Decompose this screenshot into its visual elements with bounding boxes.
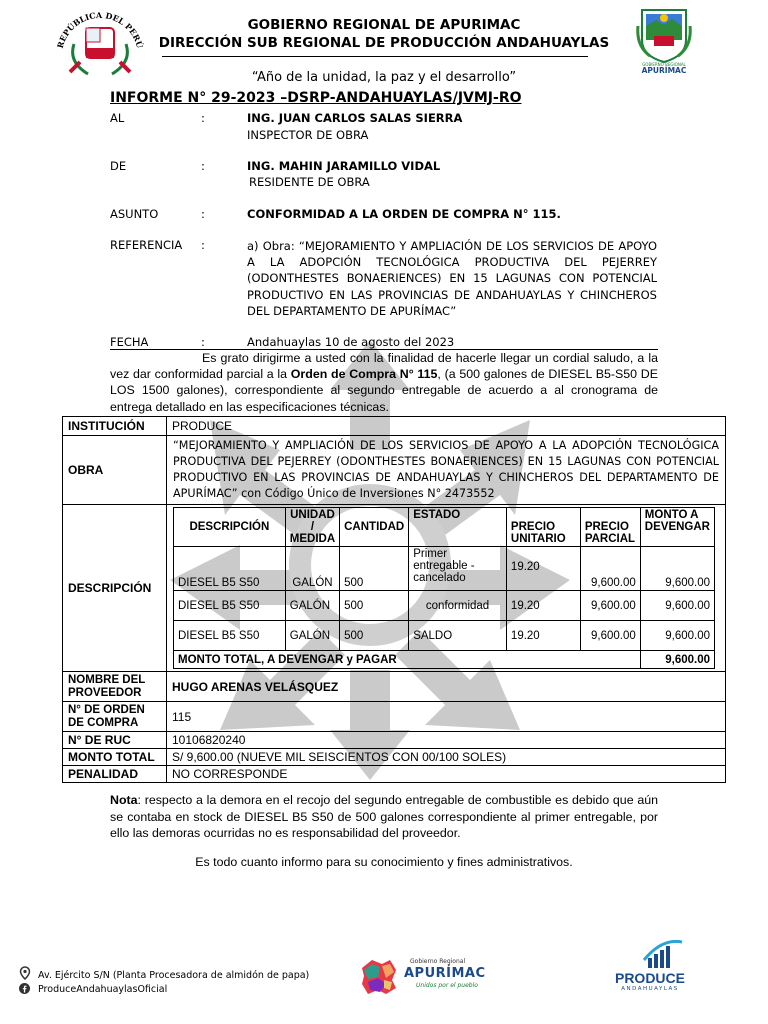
asunto-label: ASUNTO [110,207,159,221]
item-monto: 9,600.00 [640,591,714,621]
ruc-value: 10106820240 [167,732,726,749]
al-label: AL [110,111,125,125]
proveedor-value: HUGO ARENAS VELÁSQUEZ [167,672,726,702]
total-value: 9,600.00 [640,651,714,669]
item-precio-unitario: 19.20 [506,621,580,651]
summary-table [62,416,726,783]
penalidad-label: PENALIDAD [63,766,167,783]
header-rule [162,56,588,57]
item-cantidad: 500 [340,621,409,651]
col-descripcion: DESCRIPCIÓN [174,508,286,547]
header-line-1: GOBIERNO REGIONAL DE APURIMAC [247,17,521,33]
col-unidad: UNIDAD / MEDIDA [285,508,339,547]
al-colon: : [201,111,205,125]
body-order-ref: Orden de Compra N° 115 [290,367,438,382]
fecha-label: FECHA [110,335,149,349]
total-label: MONTO TOTAL, A DEVENGAR y PAGAR [174,651,641,669]
body-paragraph-text: Es grato dirigirme a usted con la finalidad de hacerle llegar un cordial saludo, a la vez dar conformidad parcial a la [110,351,658,382]
item-unidad: GALÓN [285,547,339,591]
col-monto-devengar: MONTO A DEVENGAR [640,508,714,547]
proveedor-label: NOMBRE DEL PROVEEDOR [63,672,167,702]
item-unidad: GALÓN [285,621,339,651]
descripcion-label: DESCRIPCIÓN [63,505,167,672]
location-pin-icon [19,966,31,980]
motto: “Año de la unidad, la paz y el desarrollo” [251,70,517,85]
svg-text:REPÚBLICA DEL PERÚ: REPÚBLICA DEL PERÚ [54,9,146,50]
col-cantidad: CANTIDAD [340,508,409,547]
footer-produce-sub: ANDAHUAYLAS [621,986,679,992]
item-precio-unitario: 19.20 [506,591,580,621]
monto-value: S/ 9,600.00 (NUEVE MIL SEISCIENTOS CON 00/100 SOLES) [167,749,726,766]
produce-logo-mark [640,940,684,970]
nota-paragraph [110,792,658,842]
col-precio-parcial: PRECIO PARCIAL [580,508,640,547]
table-row [174,621,715,651]
institucion-value: PRODUCE [167,417,726,436]
fecha-text: Andahuaylas 10 de agosto del 2023 [247,335,455,349]
orden-label: N° DE ORDEN DE COMPRA [63,702,167,732]
body-paragraph [110,350,658,415]
institucion-label: INSTITUCIÓN [63,417,167,436]
footer-gr-big: APURÍMAC [404,966,486,981]
item-descripcion: DIESEL B5 S50 [174,621,286,651]
table-row [174,591,715,621]
items-table [173,507,715,669]
footer-produce: PRODUCE [614,970,685,986]
apurimac-map-logo [354,954,400,998]
item-estado: SALDO [409,621,507,651]
item-precio-parcial: 9,600.00 [580,621,640,651]
footer-gr-tag: Unidos por el pueblo [416,982,478,989]
header-line-2: DIRECCIÓN SUB REGIONAL DE PRODUCCIÓN ANDAHUAYLAS [158,35,610,51]
asunto-text: CONFORMIDAD A LA ORDEN DE COMPRA N° 115. [247,207,561,221]
item-estado: conformidad [409,591,507,621]
al-role: INSPECTOR DE OBRA [247,128,369,142]
nota-text: : respecto a la demora en el recojo del segundo entregable de combustible es debido que aún se contaba en stock de DIESEL B5 S50 de 500 galones correspondiente al primer entregable, por ello las demoras ocurridas no es responsabilidad del proveedor. [110,793,658,840]
col-precio-unitario: PRECIO UNITARIO [506,508,580,547]
footer-gr-small: Gobierno Regional [410,958,466,965]
item-cantidad: 500 [340,547,409,591]
asunto-colon: : [201,207,205,221]
item-precio-parcial: 9,600.00 [580,591,640,621]
obra-label: OBRA [63,436,167,505]
facebook-icon [19,983,30,994]
svg-text:APURÍMAC: APURÍMAC [641,66,687,75]
monto-label: MONTO TOTAL [63,749,167,766]
ruc-label: N° DE RUC [63,732,167,749]
referencia-text: a) Obra: “MEJORAMIENTO Y AMPLIACIÓN DE LOS SERVICIOS DE APOYO A LA ADOPCIÓN TECNOLÓGICA PRODUCTIVA DEL PEJERREY (ODONTHESTES BONAERIENCES) EN 15 LAGUNAS CON POTENCIAL PRODUCTIVO EN LAS PROVINCIAS DE ANDAHUAYLAS Y CHINCHEROS DEL DEPARTAMENTO DE APURÍMAC” [247,239,657,318]
closing-line: Es todo cuanto informo para su conocimiento y fines administrativos. [195,855,573,869]
item-monto: 9,600.00 [640,621,714,651]
item-estado: Primer entregable - cancelado [409,547,507,591]
item-descripcion: DIESEL B5 S50 [174,591,286,621]
item-precio-parcial: 9,600.00 [580,547,640,591]
body-paragraph-rest: , (a 500 galones de DIESEL B5-S50 DE LOS 1500 galones), correspondiente al segundo entregable de acuerdo a al cronograma de entrega detallado en las especificaciones técnicas. [110,367,658,414]
de-role: RESIDENTE DE OBRA [249,175,370,189]
referencia-label: REFERENCIA [110,238,183,252]
nota-label: Nota [110,793,138,807]
referencia-colon: : [201,238,205,252]
item-cantidad: 500 [340,591,409,621]
footer-address: Av. Ejército S/N (Planta Procesadora de almidón de papa) [38,970,310,981]
de-colon: : [201,159,205,173]
item-monto: 9,600.00 [640,547,714,591]
table-row [174,547,715,591]
orden-value: 115 [167,702,726,732]
report-title: INFORME N° 29-2023 –DSRP-ANDAHUAYLAS/JVMJ-RO [110,90,522,106]
al-name: ING. JUAN CARLOS SALAS SIERRA [247,111,463,125]
penalidad-value: NO CORRESPONDE [167,766,726,783]
de-name: ING. MAHIN JARAMILLO VIDAL [247,159,441,173]
total-row [174,651,715,669]
item-descripcion: DIESEL B5 S50 [174,547,286,591]
descripcion-cell [167,505,726,672]
items-header-row [174,508,715,547]
fecha-colon: : [201,335,205,349]
item-precio-unitario: 19.20 [506,547,580,591]
col-estado: ESTADO [409,508,507,547]
svg-text:GOBIERNO REGIONAL: GOBIERNO REGIONAL [642,62,686,67]
obra-value: “MEJORAMIENTO Y AMPLIACIÓN DE LOS SERVICIOS DE APOYO A LA ADOPCIÓN TECNOLÓGICA PRODUCTIVA DEL PEJERREY (ODONTHESTES BONAERIENCES) EN 15 LAGUNAS CON POTENCIAL PRODUCTIVO EN LAS PROVINCIAS DE ANDAHUAYLAS Y CHINCHEROS DEL DEPARTAMENTO DE APURÍMAC” con Código Único de Inversiones N° 2473552 [167,436,726,505]
footer-facebook: ProduceAndahuaylasOficial [38,984,168,995]
de-label: DE [110,159,127,173]
item-unidad: GALÓN [285,591,339,621]
apurimac-regional-seal [634,2,694,76]
